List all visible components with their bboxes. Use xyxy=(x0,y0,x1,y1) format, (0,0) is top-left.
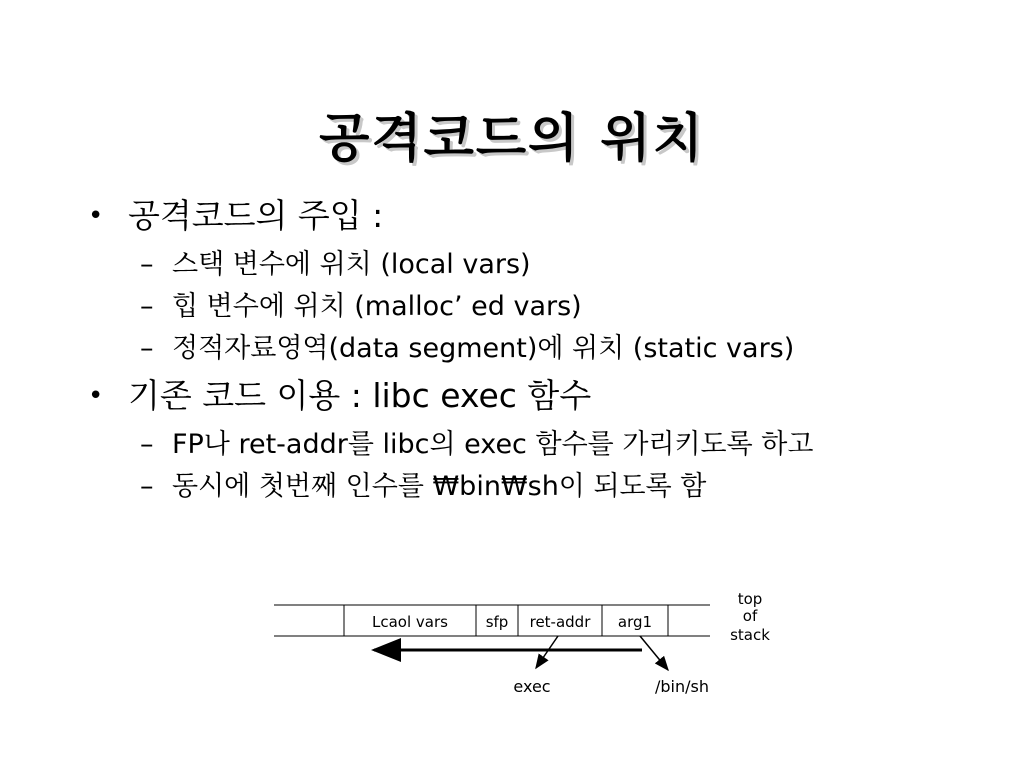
exec-pointer-arrow xyxy=(536,636,558,668)
sub-bullet-text: 힙 변수에 위치 (malloc’ ed vars) xyxy=(172,291,582,322)
sub-bullet-heap xyxy=(140,290,872,324)
bullet-marker: • xyxy=(88,201,104,231)
sub-bullet-data-segment xyxy=(140,332,972,366)
bullet-code-injection xyxy=(88,192,968,240)
cell-sfp: sfp xyxy=(485,613,509,631)
sub-bullet-text: 동시에 첫번째 인수를 ₩bin₩sh이 되도록 함 xyxy=(172,471,707,502)
cell-local-vars: Lcaol vars xyxy=(372,613,448,631)
sub-bullet-fp-ret-addr xyxy=(140,428,892,462)
sub-bullet-text: 정적자료영역(data segment)에 위치 (static vars) xyxy=(172,333,795,364)
top-of-stack-label: top xyxy=(737,590,763,608)
dash-marker: – xyxy=(140,291,154,322)
dash-marker: – xyxy=(140,333,154,364)
sub-bullet-text: FP나 ret-addr를 libc의 exec 함수를 가리키도록 하고 xyxy=(172,429,814,460)
binsh-pointer-arrow xyxy=(640,636,668,670)
sub-bullet-text: 스택 변수에 위치 (local vars) xyxy=(172,249,531,280)
cell-arg1: arg1 xyxy=(617,613,653,631)
bullet-list xyxy=(88,192,968,504)
label-exec: exec xyxy=(513,677,551,696)
sub-bullet-first-arg xyxy=(140,470,932,504)
bullet-existing-code xyxy=(88,372,968,420)
bullet-marker: • xyxy=(88,381,104,411)
stack-diagram xyxy=(270,586,790,706)
slide-title: 공격코드의 위치 xyxy=(319,109,705,169)
label-binsh: /bin/sh xyxy=(655,677,709,696)
bullet-text: 공격코드의 주입 : xyxy=(128,196,384,235)
dash-marker: – xyxy=(140,471,154,502)
sub-bullet-stack xyxy=(140,248,872,282)
dash-marker: – xyxy=(140,249,154,280)
top-of-stack-label: stack xyxy=(730,626,770,644)
bullet-text: 기존 코드 이용 : libc exec 함수 xyxy=(128,376,592,415)
cell-ret-addr: ret-addr xyxy=(529,613,591,631)
dash-marker: – xyxy=(140,429,154,460)
top-of-stack-label: of xyxy=(742,607,758,625)
